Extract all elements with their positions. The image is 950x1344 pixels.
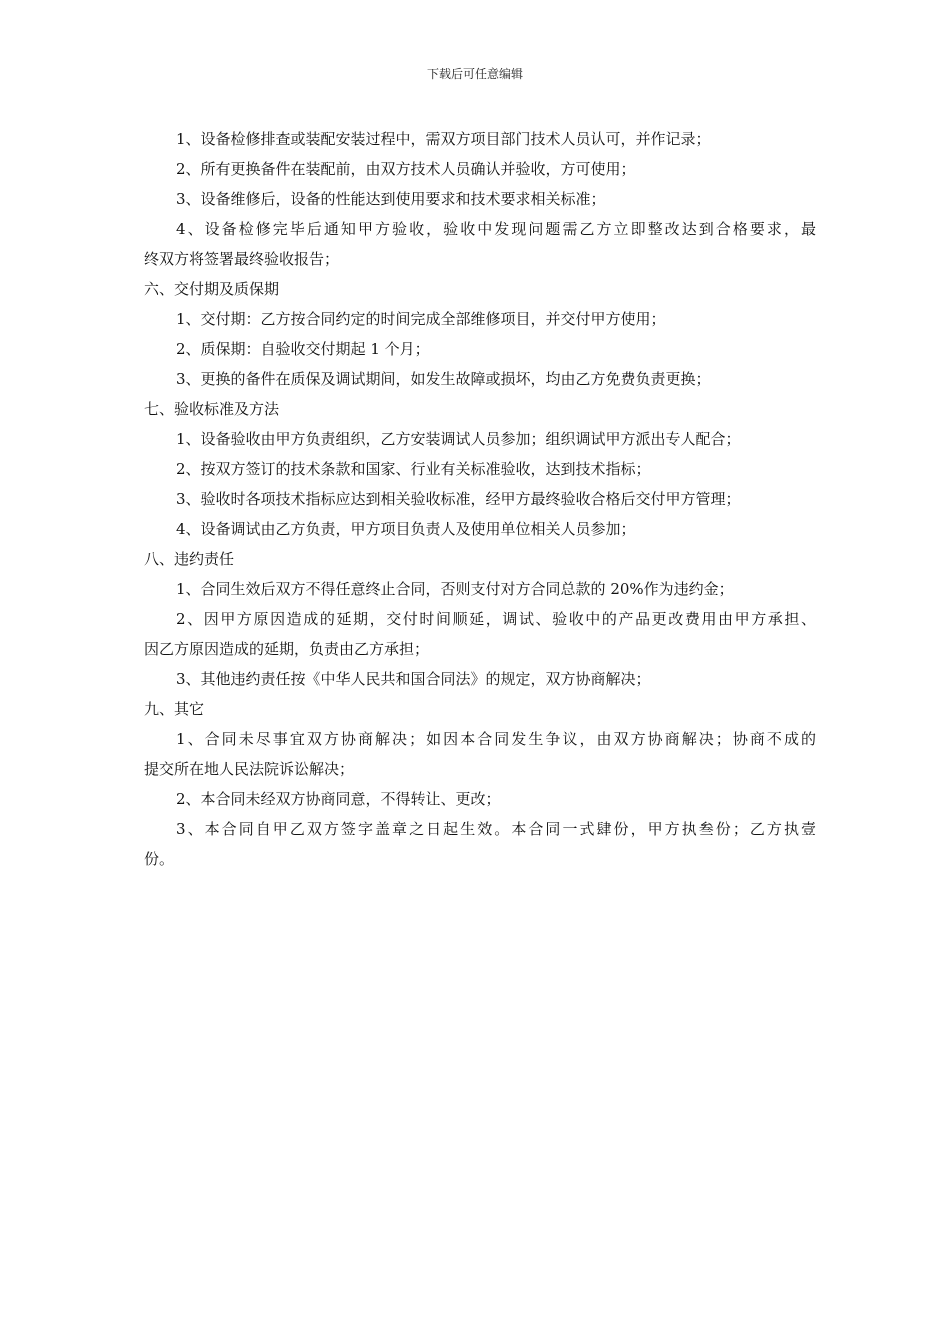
contract-body xyxy=(144,124,816,874)
clause-5-4-line2: 终双方将签署最终验收报告； xyxy=(144,250,340,268)
clause-9-1-line2: 提交所在地人民法院诉讼解决； xyxy=(144,760,355,778)
clause-7-4: 4、设备调试由乙方负责，甲方项目负责人及使用单位相关人员参加； xyxy=(176,520,636,538)
section-7-heading: 七、验收标准及方法 xyxy=(144,400,280,418)
clause-8-1: 1、合同生效后双方不得任意终止合同，否则支付对方合同总款的 20%作为违约金； xyxy=(176,580,734,598)
clause-8-2-line2: 因乙方原因造成的延期，负责由乙方承担； xyxy=(144,640,430,658)
clause-6-2: 2、质保期：自验收交付期起 1 个月； xyxy=(176,340,430,358)
clause-6-3: 3、更换的备件在质保及调试期间，如发生故障或损坏，均由乙方免费负责更换； xyxy=(176,370,711,388)
clause-8-3: 3、其他违约责任按《中华人民共和国合同法》的规定，双方协商解决； xyxy=(176,670,651,688)
section-8-heading: 八、违约责任 xyxy=(144,550,235,568)
clause-9-2: 2、本合同未经双方协商同意，不得转让、更改； xyxy=(176,790,501,808)
clause-5-1: 1、设备检修排查或装配安装过程中，需双方项目部门技术人员认可，并作记录； xyxy=(176,130,711,148)
section-9-heading: 九、其它 xyxy=(144,700,205,718)
clause-9-3-line1: 3、本合同自甲乙双方签字盖章之日起生效。本合同一式肆份，甲方执叁份；乙方执壹 xyxy=(176,820,816,838)
clause-5-2: 2、所有更换备件在装配前，由双方技术人员确认并验收，方可使用； xyxy=(176,160,636,178)
clause-5-3: 3、设备维修后，设备的性能达到使用要求和技术要求相关标准； xyxy=(176,190,606,208)
clause-5-4-line1: 4、设备检修完毕后通知甲方验收，验收中发现问题需乙方立即整改达到合格要求，最 xyxy=(176,220,816,238)
clause-6-1: 1、交付期：乙方按合同约定的时间完成全部维修项目，并交付甲方使用； xyxy=(176,310,666,328)
clause-9-3-line2: 份。 xyxy=(144,850,175,868)
clause-7-1: 1、设备验收由甲方负责组织，乙方安装调试人员参加；组织调试甲方派出专人配合； xyxy=(176,430,741,448)
clause-7-2: 2、按双方签订的技术条款和国家、行业有关标准验收，达到技术指标； xyxy=(176,460,651,478)
page-header: 下载后可任意编辑 xyxy=(426,67,523,81)
clause-7-3: 3、验收时各项技术指标应达到相关验收标准，经甲方最终验收合格后交付甲方管理； xyxy=(176,490,741,508)
clause-8-2-line1: 2、因甲方原因造成的延期，交付时间顺延，调试、验收中的产品更改费用由甲方承担、 xyxy=(176,610,816,628)
section-6-heading: 六、交付期及质保期 xyxy=(144,280,280,298)
clause-9-1-line1: 1、合同未尽事宜双方协商解决；如因本合同发生争议，由双方协商解决；协商不成的 xyxy=(176,730,816,748)
